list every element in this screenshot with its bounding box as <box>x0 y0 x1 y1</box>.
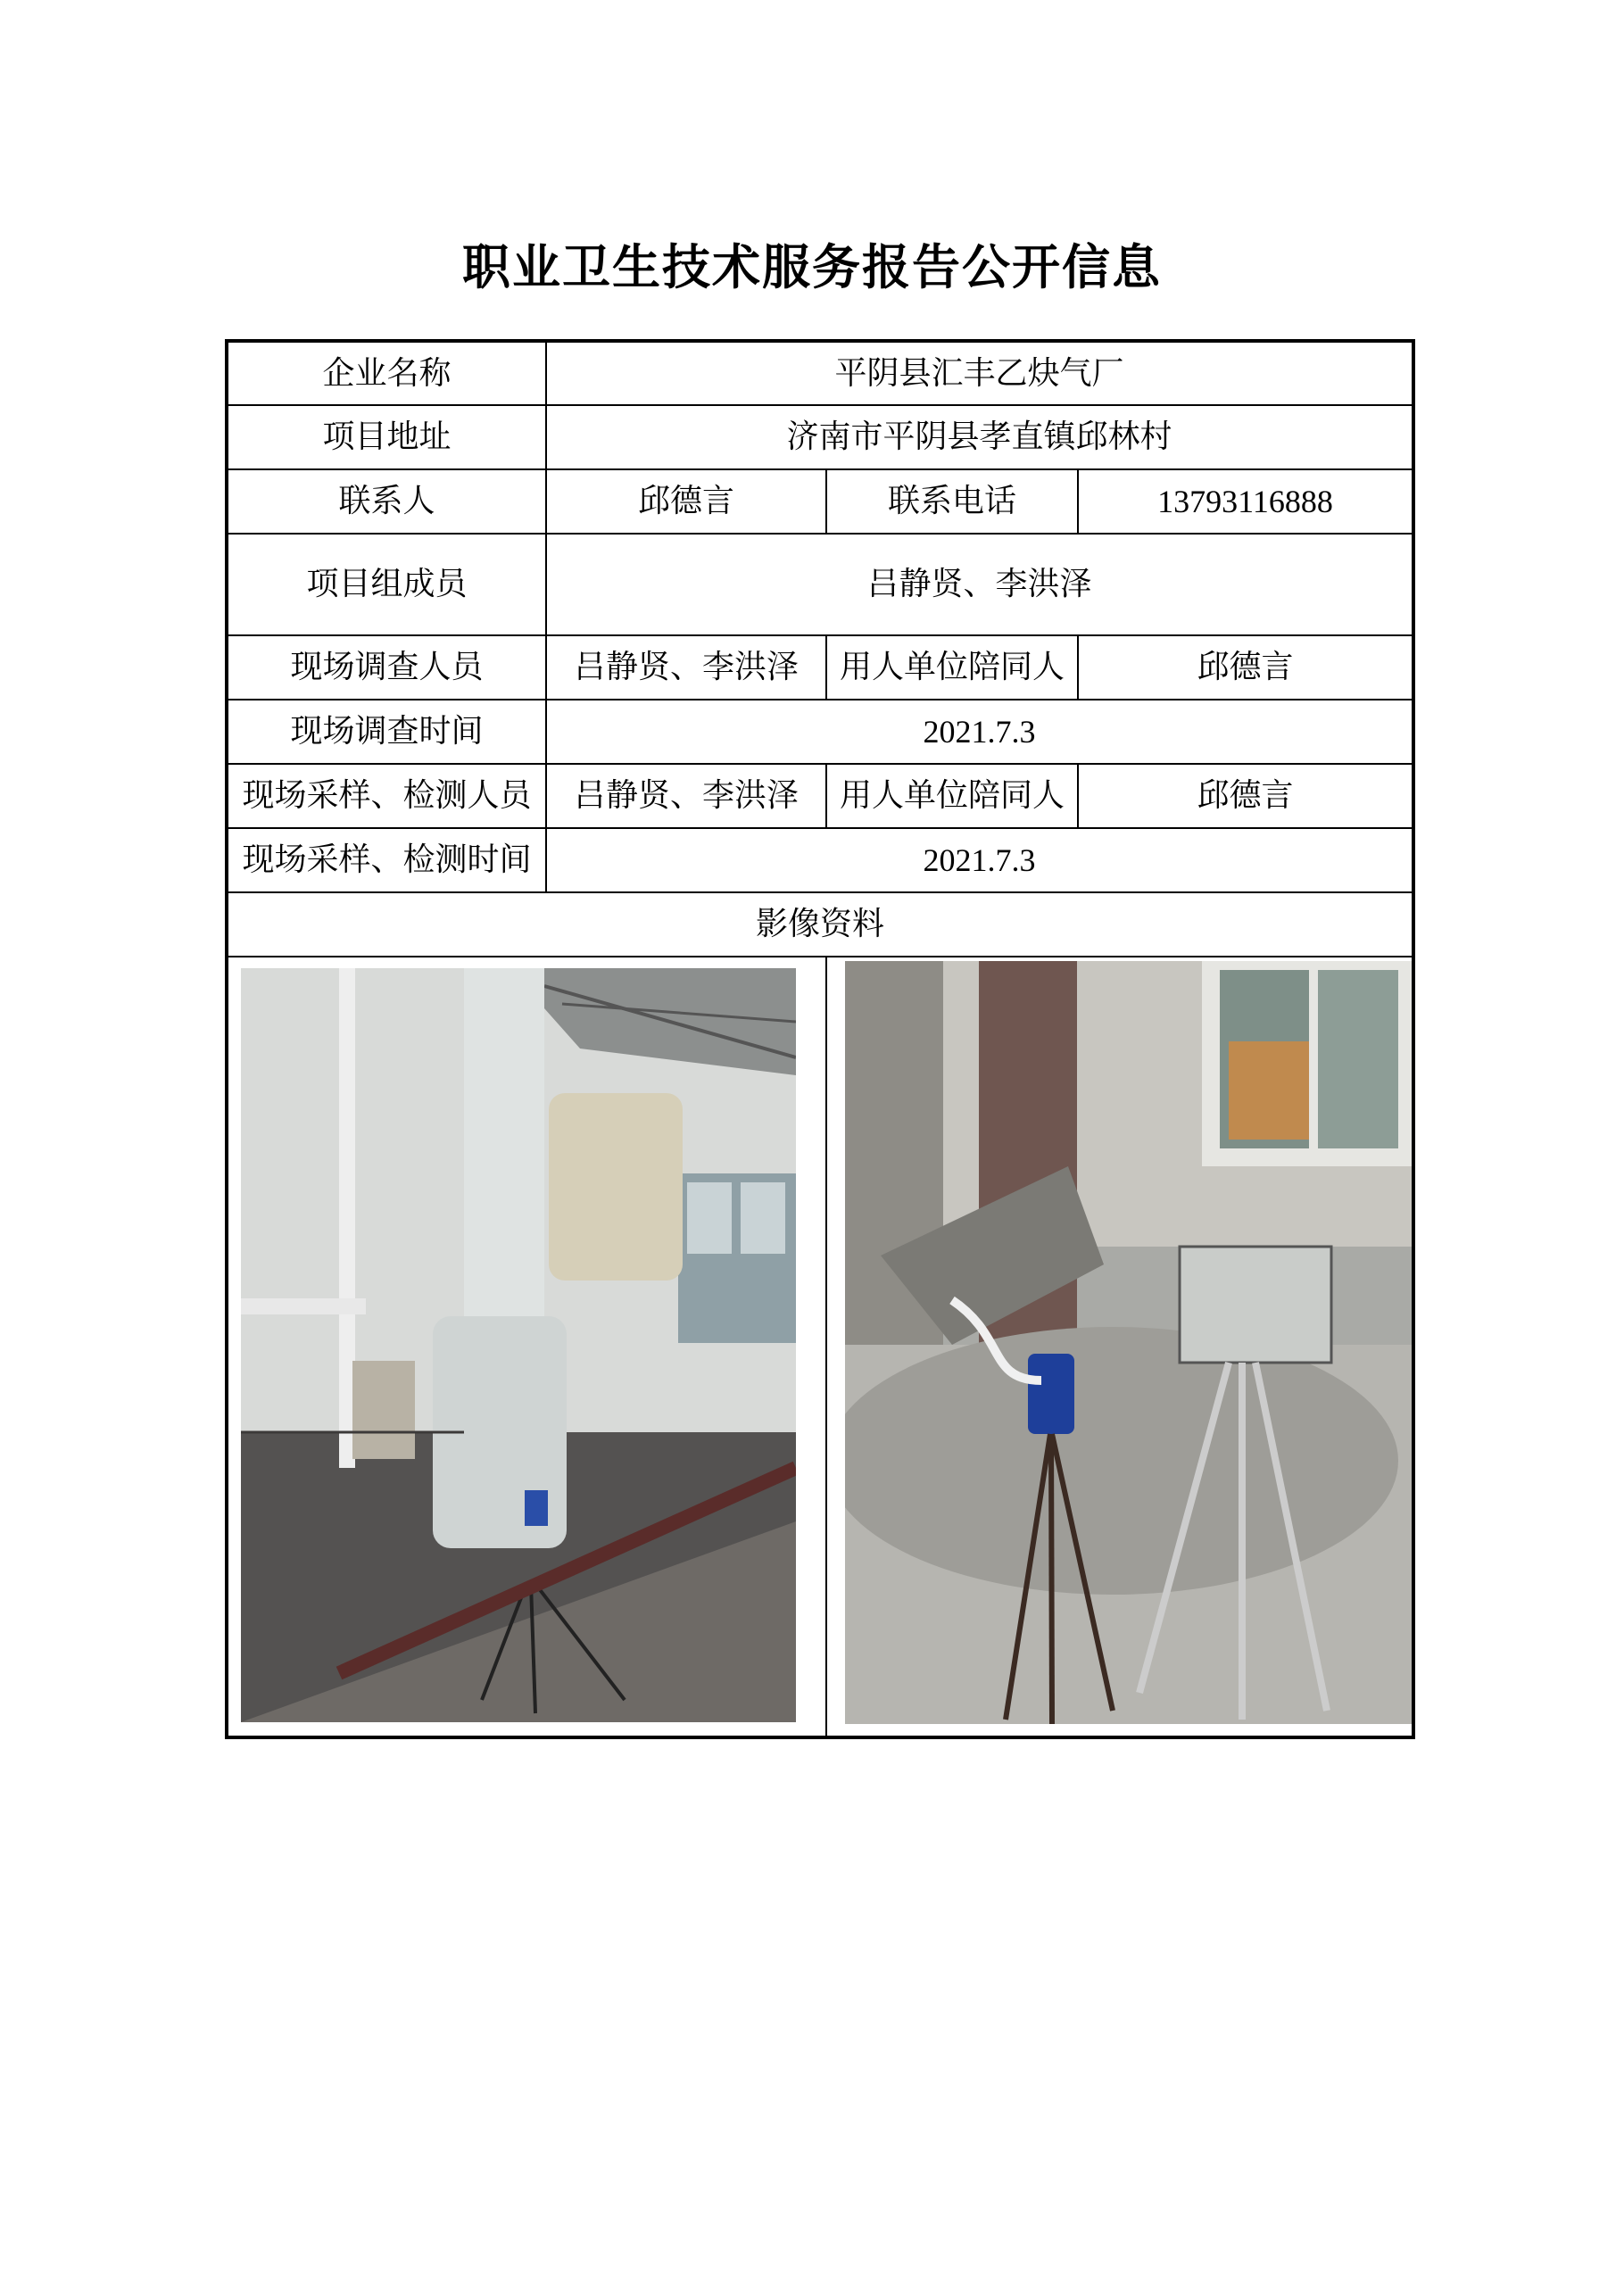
page-title: 职业卫生技术服务报告公开信息 <box>462 239 1162 295</box>
row-contact <box>227 469 1413 534</box>
phone-value: 13793116888 <box>1078 469 1413 534</box>
address-value: 济南市平阴县孝直镇邱林村 <box>546 405 1413 469</box>
row-address <box>227 405 1413 469</box>
sampling-time-value: 2021.7.3 <box>546 828 1413 892</box>
site-photo-right <box>845 961 1413 1724</box>
sampling-escort-label: 用人单位陪同人 <box>826 764 1078 828</box>
contact-label: 联系人 <box>227 469 546 534</box>
photo-cell-right <box>826 957 1413 1737</box>
row-sampling-time <box>227 828 1413 892</box>
members-value: 吕静贤、李洪泽 <box>546 534 1413 635</box>
info-table <box>225 339 1415 1739</box>
sampling-staff-label: 现场采样、检测人员 <box>227 764 546 828</box>
survey-escort-label: 用人单位陪同人 <box>826 635 1078 700</box>
company-value: 平阴县汇丰乙炔气厂 <box>546 341 1413 405</box>
survey-time-value: 2021.7.3 <box>546 700 1413 764</box>
sampling-escort-value: 邱德言 <box>1078 764 1413 828</box>
members-label: 项目组成员 <box>227 534 546 635</box>
contact-value: 邱德言 <box>546 469 826 534</box>
survey-staff-value: 吕静贤、李洪泽 <box>546 635 826 700</box>
sampling-staff-value: 吕静贤、李洪泽 <box>546 764 826 828</box>
row-survey-time <box>227 700 1413 764</box>
images-label: 影像资料 <box>227 892 1413 957</box>
row-members <box>227 534 1413 635</box>
row-company <box>227 341 1413 405</box>
survey-staff-label: 现场调查人员 <box>227 635 546 700</box>
survey-time-label: 现场调查时间 <box>227 700 546 764</box>
row-survey-staff <box>227 635 1413 700</box>
row-sampling-staff <box>227 764 1413 828</box>
phone-label: 联系电话 <box>826 469 1078 534</box>
site-photo-left <box>241 968 796 1722</box>
photo-cell-left <box>227 957 826 1737</box>
company-label: 企业名称 <box>227 341 546 405</box>
sampling-time-label: 现场采样、检测时间 <box>227 828 546 892</box>
row-images-header <box>227 892 1413 957</box>
row-images <box>227 957 1413 1737</box>
survey-escort-value: 邱德言 <box>1078 635 1413 700</box>
address-label: 项目地址 <box>227 405 546 469</box>
